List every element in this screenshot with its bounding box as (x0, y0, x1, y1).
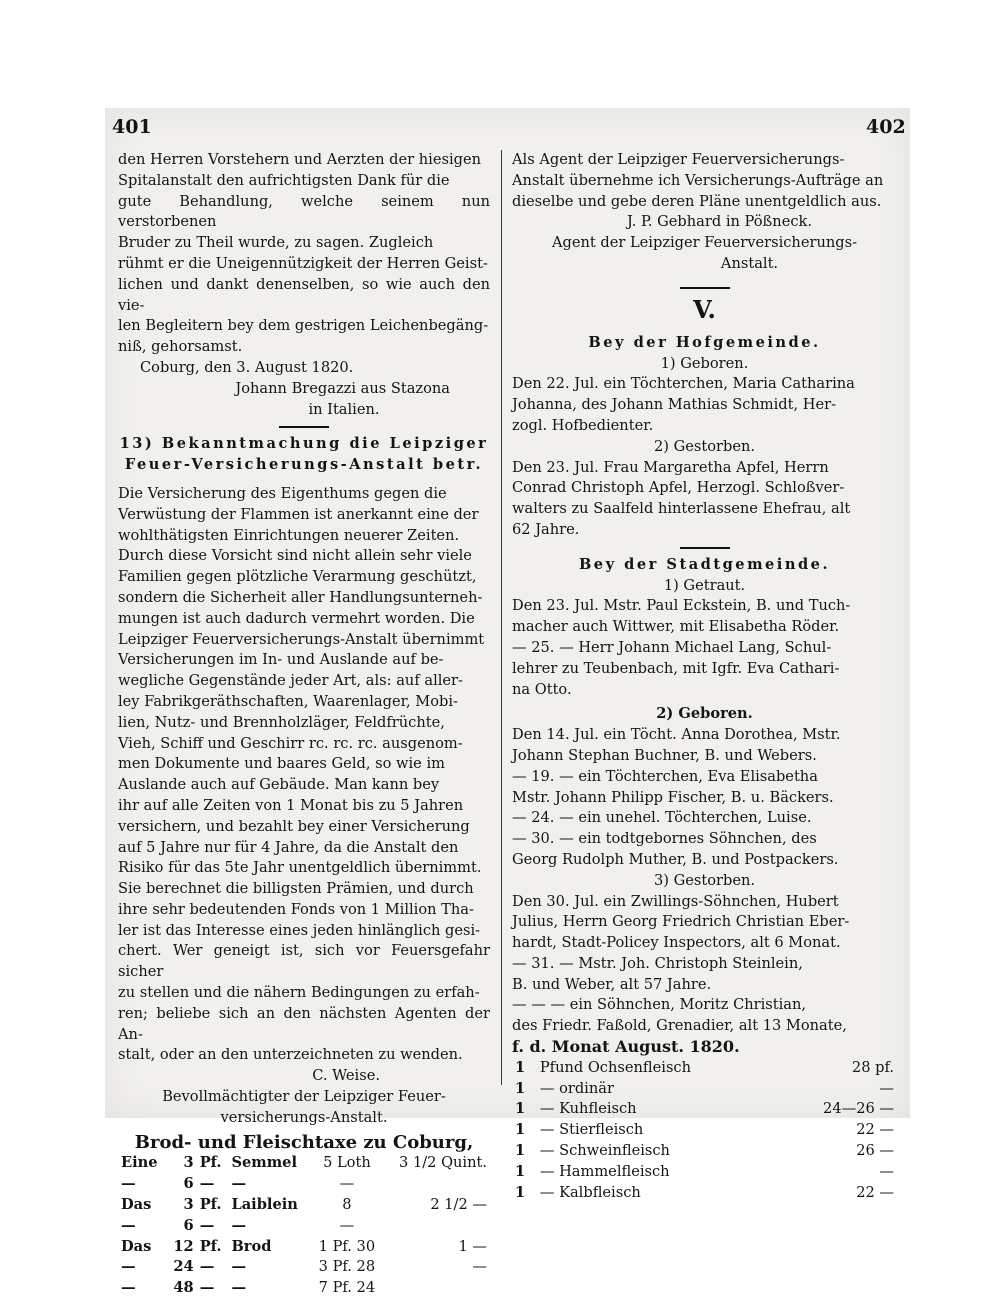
table-cell: 48 (173, 1279, 194, 1297)
signer-title-2: versicherungs-Anstalt. (220, 1108, 388, 1126)
text-line: zu stellen und die nähern Bedingungen zu erfah- (118, 984, 480, 1002)
table-cell (383, 1278, 490, 1299)
table-cell: 7 Pf. 24 (318, 1279, 376, 1297)
entry-line: macher auch Wittwer, mit Elisabetha Röder. (512, 618, 840, 636)
entry-line: Johann Stephan Buchner, B. und Webers. (512, 746, 817, 764)
text-line: Als Agent der Leipziger Feuerversicherungs- (512, 151, 845, 168)
stadt-died-label: 3) Gestorben. (653, 871, 756, 889)
text-line: den Herren Vorstehern und Aerzten der hiesigen (118, 151, 481, 168)
table-cell (383, 1174, 490, 1195)
column-divider (501, 150, 502, 1085)
text-line: Auslande auch auf Gebäude. Man kann bey (118, 776, 440, 794)
text-line: men Dokumente und baares Geld, so wie im (118, 755, 445, 773)
table-row (512, 1058, 897, 1079)
table-cell: Das (121, 1196, 152, 1214)
table-cell: 3 1/2 Quint. (399, 1154, 487, 1172)
table-cell: — (121, 1216, 136, 1234)
table-cell: — (231, 1175, 247, 1193)
agent-signature-2: Agent der Leipziger Feuerversicherungs- (551, 234, 858, 252)
text-line: Sie berechnet die billigsten Prämien, und durch (118, 880, 474, 898)
table-cell: — Kalbfleisch (539, 1183, 641, 1201)
table-cell: — (339, 1175, 355, 1193)
text-line: auf 5 Jahre nur für 4 Jahre, da die Anstalt den (118, 838, 459, 856)
text-line: Vieh, Schiff und Geschirr rc. rc. rc. ausgenom- (118, 734, 463, 752)
table-cell: 6 (183, 1175, 194, 1193)
entry-line: lehrer zu Teubenbach, mit Igfr. Eva Cathari- (512, 659, 840, 677)
signature-line-2: in Italien. (308, 400, 380, 418)
table-cell: Semmel (231, 1154, 297, 1172)
table-cell: 1 (515, 1079, 526, 1097)
entry-line: — 19. — ein Töchterchen, Eva Elisabetha (512, 767, 818, 785)
table-cell: — (231, 1216, 247, 1234)
text-line: rühmt er die Uneigennützigkeit der Herren Geist- (118, 254, 488, 272)
table-cell: — Hammelfleisch (539, 1162, 670, 1180)
text-line: Familien gegen plötzliche Verarmung geschützt, (118, 568, 477, 586)
text-line: lichen und dankt denenselben, so wie auch den vie- (118, 275, 490, 314)
text-line: Versicherungen im In- und Auslande auf be- (118, 651, 444, 669)
entry-line: Mstr. Johann Philipp Fischer, B. u. Bäckers. (512, 788, 834, 806)
text-line: Bruder zu Theil wurde, zu sagen. Zugleich (118, 234, 434, 252)
section-rule (279, 426, 329, 428)
table-cell: Brod (231, 1237, 272, 1255)
signer-name: C. Weise. (312, 1067, 380, 1085)
entry-line: 62 Jahre. (512, 520, 580, 538)
table-cell: — (121, 1258, 136, 1276)
table-cell: 1 — (458, 1237, 487, 1255)
stadt-married-entries (512, 596, 897, 700)
text-line: Anstalt übernehme ich Versicherungs-Aufträge an (512, 171, 884, 189)
entry-line: zogl. Hofbedienter. (512, 416, 654, 434)
entry-line: na Otto. (512, 680, 572, 698)
text-line: ihre sehr bedeutenden Fonds von 1 Million Tha- (118, 900, 474, 918)
agent-signature-1: J. P. Gebhard in Pößneck. (627, 213, 812, 231)
text-line: ren; beliebe sich an den nächsten Agenten der An- (118, 1004, 490, 1043)
table-cell: 24 (173, 1258, 194, 1276)
text-line: ler ist das Interesse eines jeden hinlänglich gesi- (118, 921, 481, 939)
text-line: dieselbe und gebe deren Pläne unentgeldlich aus. (512, 192, 882, 210)
bread-tax-table (118, 1153, 490, 1299)
text-line: mungen ist auch dadurch vermehrt worden. Die (118, 609, 475, 627)
table-row (512, 1183, 897, 1204)
stadt-married-label: 1) Getraut. (663, 576, 746, 594)
hof-died-entries (512, 458, 897, 541)
notice-heading-1: 13) Bekanntmachung die Leipziger (119, 435, 489, 453)
table-row (118, 1195, 490, 1216)
table-cell: 1 (515, 1058, 526, 1076)
bread-tax-heading: Brod- und Fleischtaxe zu Coburg, (134, 1131, 474, 1153)
table-cell: — (199, 1279, 215, 1297)
entry-line: Conrad Christoph Apfel, Herzogl. Schloßver- (512, 479, 845, 497)
table-cell: Eine (121, 1154, 158, 1172)
table-cell: 28 pf. (851, 1058, 894, 1076)
table-row (118, 1237, 490, 1258)
table-cell: — Kuhfleisch (539, 1100, 637, 1118)
text-line: stalt, oder an den unterzeichneten zu wenden. (118, 1046, 463, 1064)
stadt-born-label: 2) Geboren. (656, 705, 753, 723)
table-row (512, 1099, 897, 1120)
entry-line: walters zu Saalfeld hinterlassene Ehefrau, alt (512, 500, 851, 518)
table-row (118, 1257, 490, 1278)
table-cell: 1 (515, 1121, 526, 1139)
entry-line: — 30. — ein todtgebornes Söhnchen, des (512, 830, 817, 848)
entry-line: hardt, Stadt-Policey Inspectors, alt 6 Monat. (512, 934, 841, 952)
entry-line: Julius, Herrn Georg Friedrich Christian Eber- (512, 913, 850, 931)
table-cell: 26 — (856, 1142, 894, 1160)
table-row (512, 1079, 897, 1100)
entry-line: Den 22. Jul. ein Töchterchen, Maria Catharina (512, 375, 855, 393)
table-cell: 22 — (856, 1121, 894, 1139)
insurance-notice-body (118, 484, 490, 1066)
table-cell: 12 (173, 1237, 194, 1255)
left-column (118, 150, 490, 1299)
entry-line: — 31. — Mstr. Joh. Christoph Steinlein, (512, 954, 803, 972)
table-cell (383, 1216, 490, 1237)
meat-tax-table (512, 1058, 897, 1204)
table-cell: Pf. (199, 1154, 222, 1172)
table-cell: 1 (515, 1162, 526, 1180)
text-line: chert. Wer geneigt ist, sich vor Feuersgefahr sicher (118, 942, 490, 981)
text-line: Leipziger Feuerversicherungs-Anstalt übernimmt (118, 630, 485, 648)
text-line: Risiko für das 5te Jahr unentgeldlich übernimmt. (118, 859, 482, 877)
table-row (512, 1162, 897, 1183)
table-cell: Laiblein (231, 1196, 298, 1214)
table-row (118, 1216, 490, 1237)
table-cell: 1 (515, 1183, 526, 1201)
stadt-heading: Bey der Stadtgemeinde. (578, 555, 831, 573)
entry-line: Den 23. Jul. Mstr. Paul Eckstein, B. und Tuch- (512, 597, 851, 615)
entry-line: Den 30. Jul. ein Zwillings-Söhnchen, Hubert (512, 892, 839, 910)
text-line: Spitalanstalt den aufrichtigsten Dank für die (118, 171, 450, 189)
text-line: sondern die Sicherheit aller Handlungsunterneh- (118, 588, 483, 606)
table-cell: 8 (342, 1196, 352, 1214)
entry-line: des Friedr. Faßold, Grenadier, alt 13 Monate, (512, 1017, 847, 1035)
text-line: Durch diese Vorsicht sind nicht allein sehr viele (118, 547, 472, 565)
table-cell: — (121, 1175, 136, 1193)
text-line: ley Fabrikgeräthschaften, Waarenlager, Mobi- (118, 692, 458, 710)
table-cell: Pfund Ochsenfleisch (539, 1058, 692, 1076)
table-cell: Pf. (199, 1237, 222, 1255)
text-line: ihr auf alle Zeiten von 1 Monat bis zu 5 Jahren (118, 796, 464, 814)
stadt-died-entries (512, 892, 897, 1038)
hof-died-label: 2) Gestorben. (653, 437, 756, 455)
section-numeral: V. (693, 294, 716, 324)
table-cell: — (339, 1216, 355, 1234)
entry-line: — 24. — ein unehel. Töchterchen, Luise. (512, 809, 812, 827)
section-rule-right (680, 287, 730, 289)
table-cell: — (199, 1216, 215, 1234)
table-cell: 2 1/2 — (430, 1196, 487, 1214)
table-cell: 1 (515, 1100, 526, 1118)
entry-line: Georg Rudolph Muther, B. und Postpackers. (512, 850, 839, 868)
entry-line: B. und Weber, alt 57 Jahre. (512, 975, 712, 993)
table-row (118, 1278, 490, 1299)
table-cell: 3 (183, 1196, 194, 1214)
table-cell: 5 Loth (323, 1154, 371, 1172)
dateline: Coburg, den 3. August 1820. (140, 358, 354, 376)
thanks-notice (118, 150, 490, 358)
table-cell: Das (121, 1237, 152, 1255)
table-row (512, 1120, 897, 1141)
table-cell: 1 Pf. 30 (318, 1237, 376, 1255)
notice-heading-2: Feuer-Versicherungs-Anstalt betr. (124, 456, 484, 474)
table-cell: 24—26 — (823, 1100, 894, 1118)
table-cell: — (121, 1279, 136, 1297)
entry-line: — — — ein Söhnchen, Moritz Christian, (512, 996, 807, 1014)
signer-title-1: Bevollmächtigter der Leipziger Feuer- (162, 1088, 446, 1106)
hof-heading: Bey der Hofgemeinde. (588, 333, 821, 351)
text-line: versichern, und bezahlt bey einer Versicherung (118, 817, 470, 835)
right-column (512, 150, 897, 1203)
table-cell: — (472, 1258, 487, 1276)
table-cell: — (231, 1279, 247, 1297)
text-line: Die Versicherung des Eigenthums gegen die (118, 484, 447, 502)
text-line: wegliche Gegenstände jeder Art, als: auf aller- (118, 672, 463, 690)
page-number-right: 402 (866, 116, 906, 138)
table-cell: — (231, 1258, 247, 1276)
table-cell: — ordinär (539, 1079, 614, 1097)
table-cell: — (199, 1258, 215, 1276)
table-cell: — (199, 1175, 215, 1193)
table-cell: — Schweinfleisch (539, 1142, 670, 1160)
section-rule-right-2 (680, 547, 730, 549)
text-line: len Begleitern bey dem gestrigen Leichenbegäng- (118, 317, 489, 335)
text-line: niß, gehorsamst. (118, 338, 243, 356)
stadt-born-entries (512, 725, 897, 871)
table-cell: 22 — (856, 1183, 894, 1201)
entry-line: Den 23. Jul. Frau Margaretha Apfel, Herrn (512, 458, 829, 476)
table-cell: — (879, 1162, 894, 1180)
table-cell: 6 (183, 1216, 194, 1234)
text-line: Verwüstung der Flammen ist anerkannt eine der (118, 505, 479, 523)
agent-signature-3: Anstalt. (720, 254, 779, 272)
hof-born-label: 1) Geboren. (660, 354, 749, 372)
table-row (512, 1141, 897, 1162)
meat-tax-month: f. d. Monat August. 1820. (512, 1037, 740, 1057)
entry-line: Den 14. Jul. ein Töcht. Anna Dorothea, Mstr. (512, 726, 841, 744)
table-cell: — (879, 1079, 894, 1097)
table-cell: 3 (183, 1154, 194, 1172)
agent-notice (512, 150, 897, 212)
table-cell: Pf. (199, 1196, 222, 1214)
entry-line: Johanna, des Johann Mathias Schmidt, Her- (512, 396, 837, 414)
text-line: lien, Nutz- und Brennholzläger, Feldfrüchte, (118, 713, 445, 731)
page-number-left: 401 (112, 116, 152, 138)
table-row (118, 1153, 490, 1174)
text-line: wohlthätigsten Einrichtungen neuerer Zeiten. (118, 526, 460, 544)
signature-line-1: Johann Bregazzi aus Stazona (235, 379, 450, 397)
entry-line: — 25. — Herr Johann Michael Lang, Schul- (512, 638, 832, 656)
table-cell: 1 (515, 1142, 526, 1160)
table-cell: — Stierfleisch (539, 1121, 644, 1139)
hof-born-entries (512, 374, 897, 436)
table-row (118, 1174, 490, 1195)
text-line: gute Behandlung, welche seinem nun verstorbenen (118, 192, 490, 231)
table-cell: 3 Pf. 28 (318, 1258, 376, 1276)
